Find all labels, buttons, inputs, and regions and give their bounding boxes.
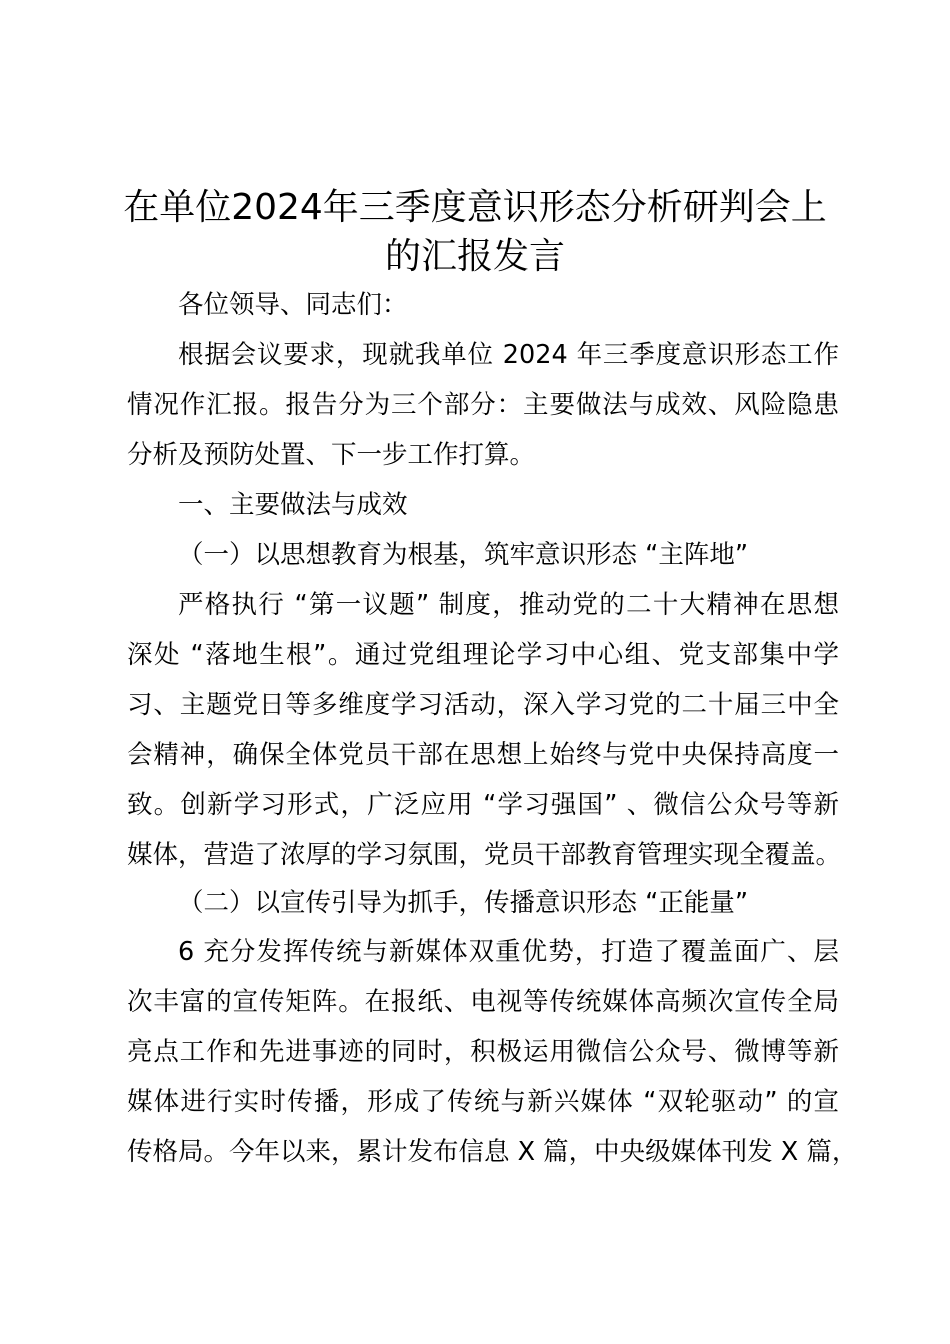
subsection-2-heading: （二）以宣传引导为抓手，传播意识形态 “正能量” <box>178 888 749 918</box>
section-1-heading: 一、主要做法与成效 <box>178 490 408 520</box>
subsection-2-body-line-3: 亮点工作和先进事迹的同时，积极运用微信公众号、微博等新 <box>127 1037 839 1067</box>
intro-line-1: 根据会议要求，现就我单位 2024 年三季度意识形态工作 <box>178 340 839 370</box>
intro-line-2: 情况作汇报。报告分为三个部分：主要做法与成效、风险隐患 <box>127 390 839 420</box>
subsection-2-body-line-1: 6 充分发挥传统与新媒体双重优势，打造了覆盖面广、层 <box>178 937 839 967</box>
document-title-line-2: 的汇报发言 <box>384 236 565 277</box>
subsection-1-body-line-1: 严格执行 “第一议题” 制度，推动党的二十大精神在思想 <box>178 590 839 620</box>
document-title-line-1: 在单位2024年三季度意识形态分析研判会上 <box>123 187 827 228</box>
subsection-2-body-line-5: 传格局。今年以来，累计发布信息 X 篇，中央级媒体刊发 X 篇， <box>127 1137 858 1167</box>
subsection-1-body-line-4: 会精神，确保全体党员干部在思想上始终与党中央保持高度一 <box>127 740 839 770</box>
subsection-2-body-line-2: 次丰富的宣传矩阵。在报纸、电视等传统媒体高频次宣传全局 <box>127 987 839 1017</box>
subsection-1-body-line-5: 致。创新学习形式，广泛应用 “学习强国” 、微信公众号等新 <box>127 790 839 820</box>
subsection-1-body-line-6: 媒体，营造了浓厚的学习氛围，党员干部教育管理实现全覆盖。 <box>127 840 842 870</box>
subsection-2-body-line-4: 媒体进行实时传播，形成了传统与新兴媒体 “双轮驱动” 的宣 <box>127 1087 839 1117</box>
subsection-1-body-line-3: 习、主题党日等多维度学习活动，深入学习党的二十届三中全 <box>127 690 839 720</box>
intro-line-3: 分析及预防处置、下一步工作打算。 <box>127 440 536 470</box>
subsection-1-heading: （一）以思想教育为根基，筑牢意识形态 “主阵地” <box>178 540 749 570</box>
subsection-1-body-line-2: 深处 “落地生根”。通过党组理论学习中心组、党支部集中学 <box>127 640 839 670</box>
salutation: 各位领导、同志们： <box>178 290 408 320</box>
